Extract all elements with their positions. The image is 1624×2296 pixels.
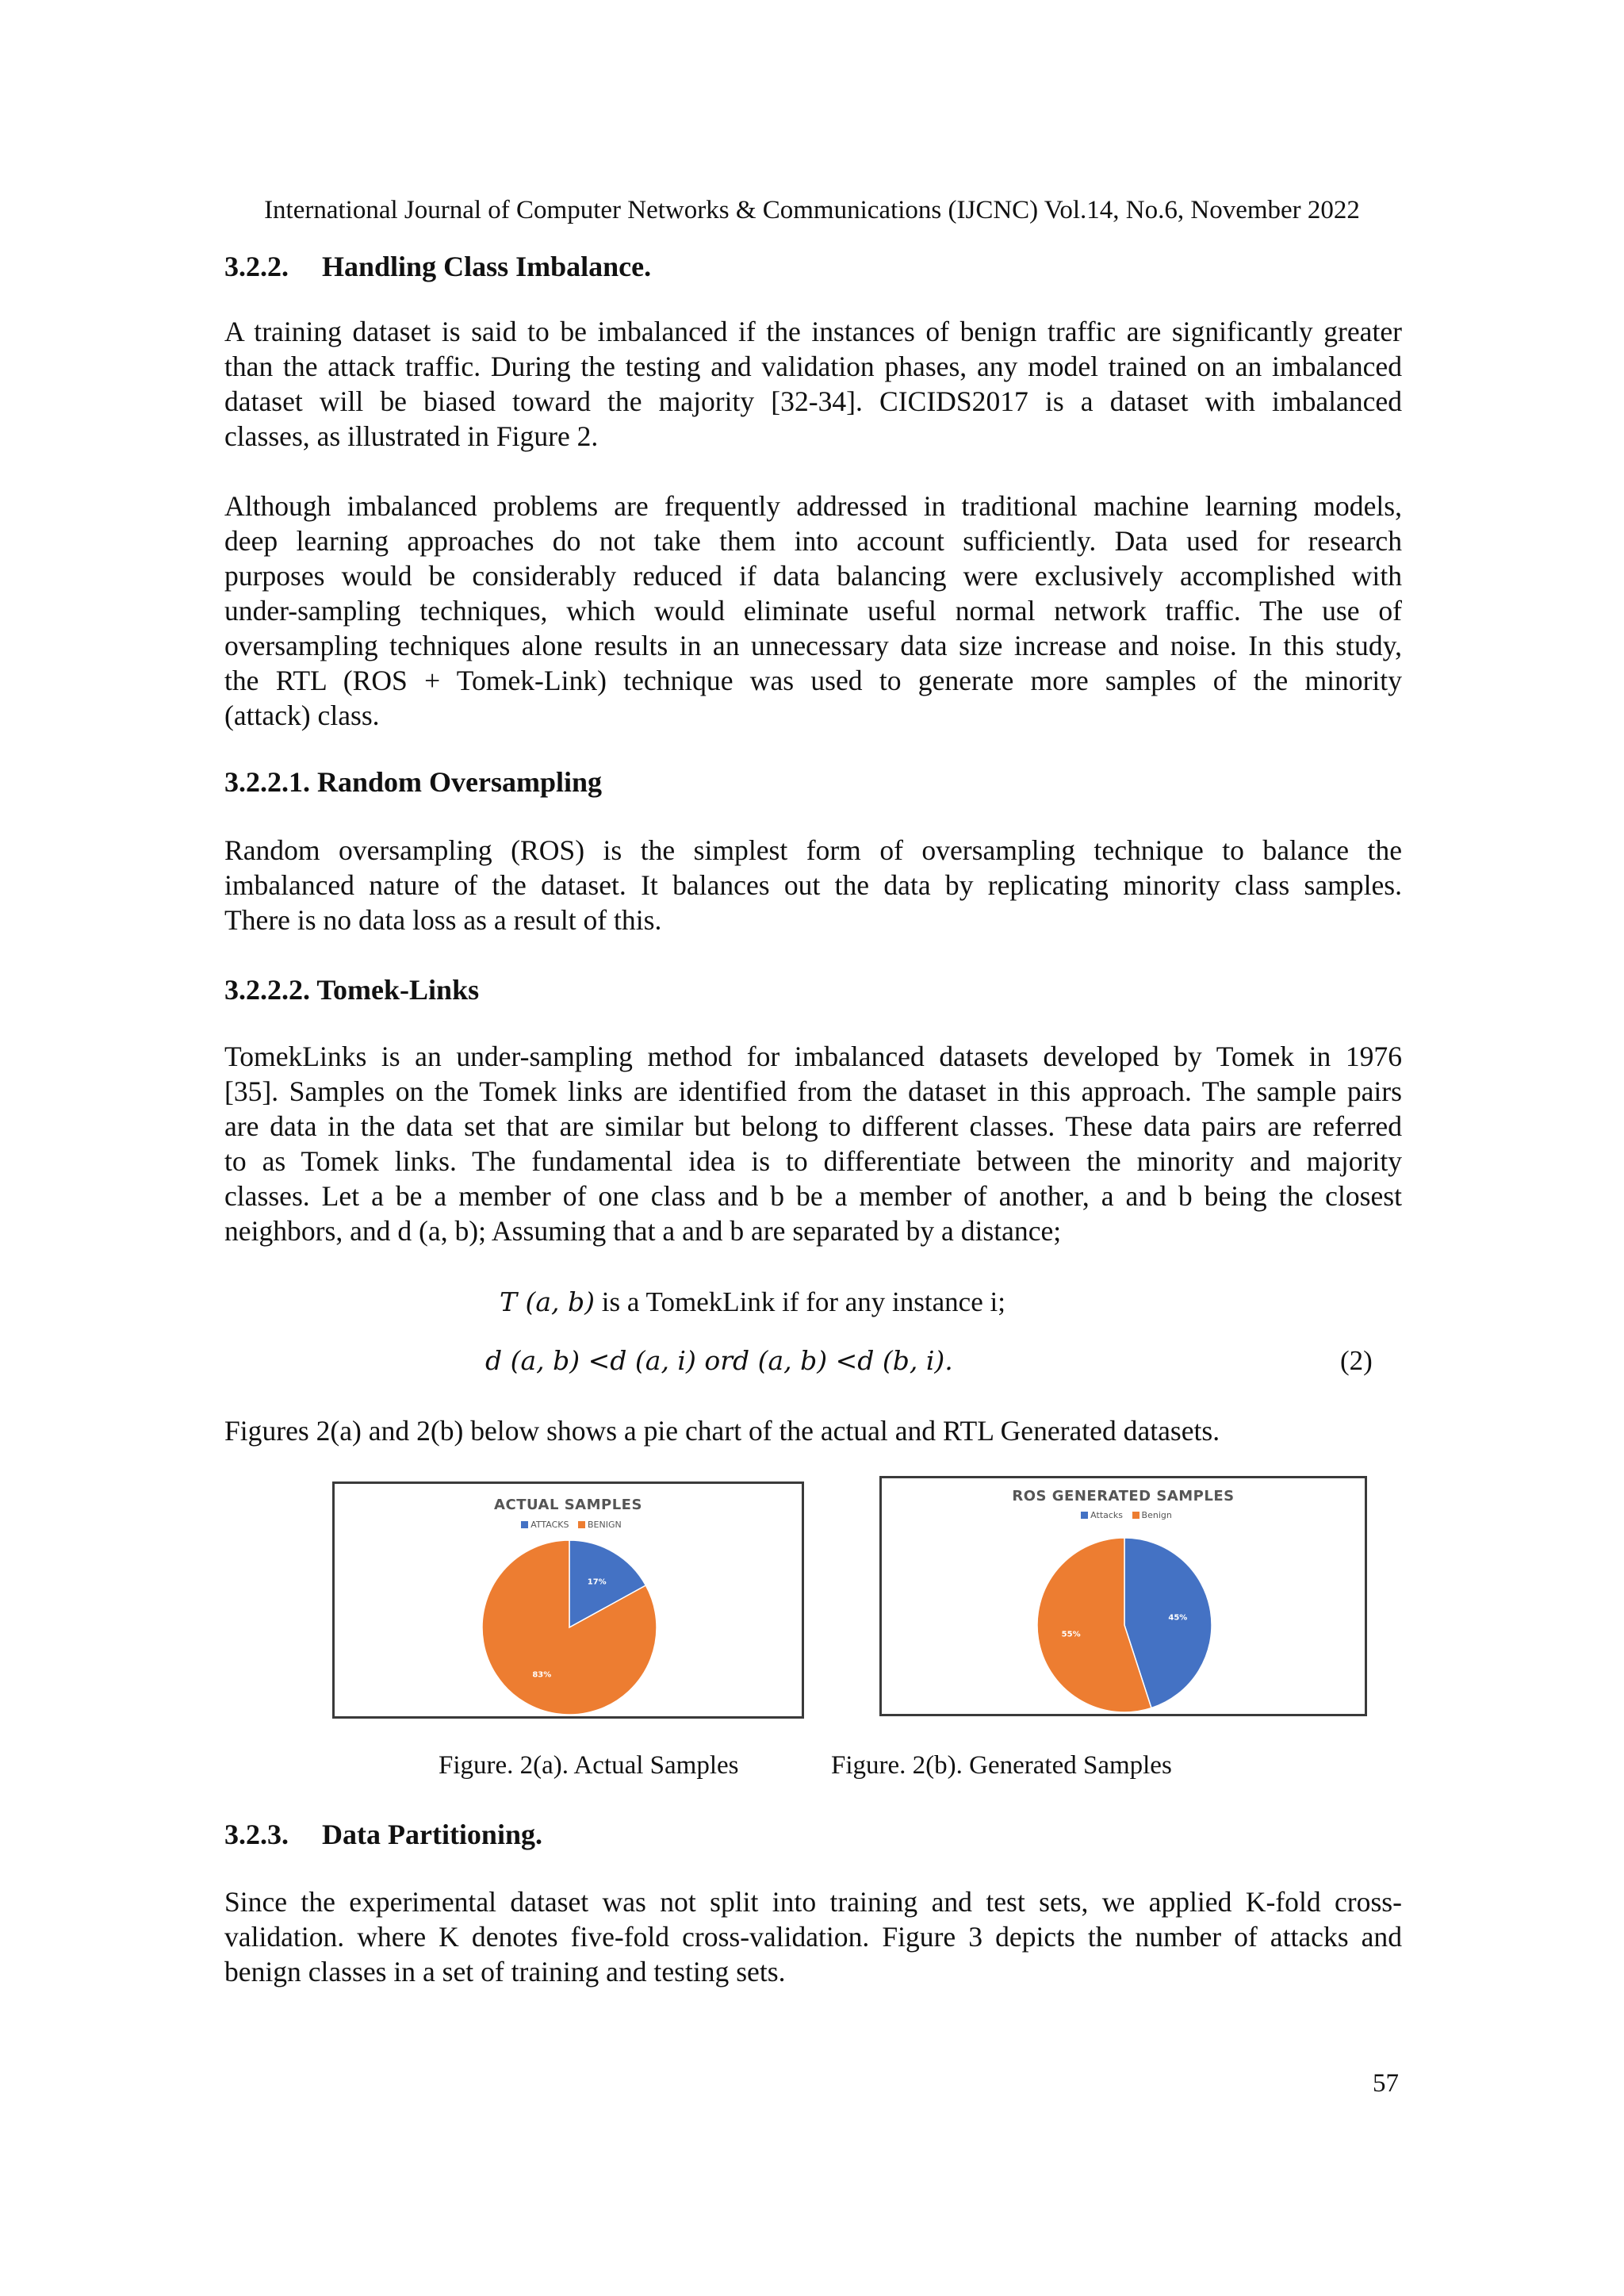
pie-chart-actual bbox=[335, 1484, 802, 1716]
text-line: deep learning approaches do not take them into account sufficiently. Data used for research bbox=[224, 525, 1402, 557]
pie-label-benign: 55% bbox=[1061, 1630, 1081, 1639]
text-line: There is no data loss as a result of this. bbox=[224, 904, 662, 936]
text-line: than the attack traffic. During the testing and validation phases, any model trained on an imbalanced bbox=[224, 351, 1402, 382]
section-heading-3-2-2-2: 3.2.2.2. Tomek-Links bbox=[224, 974, 480, 1006]
figure-2b-generated-samples bbox=[879, 1476, 1367, 1716]
section-number: 3.2.2. bbox=[224, 251, 289, 282]
caption-figure-2b: Figure. 2(b). Generated Samples bbox=[831, 1751, 1172, 1780]
text-line: purposes would be considerably reduced if data balancing were exclusively accomplished with bbox=[224, 560, 1402, 592]
text-line: the RTL (ROS + Tomek-Link) technique was used to generate more samples of the minority bbox=[224, 665, 1402, 696]
pie-label-attacks: 17% bbox=[587, 1577, 607, 1587]
text-line: to as Tomek links. The fundamental idea is to differentiate between the minority and majority bbox=[224, 1145, 1402, 1177]
paragraph-class-imbalance bbox=[224, 314, 1402, 454]
text-line: are data in the data set that are similar but belong to different classes. These data pairs are referred bbox=[224, 1110, 1402, 1142]
equation-line-1 bbox=[500, 1285, 1005, 1320]
legend-label-attacks: Attacks bbox=[1090, 1510, 1124, 1520]
text-line: validation. where K denotes five-fold cross-validation. Figure 3 depicts the number of attacks and bbox=[224, 1921, 1402, 1953]
text-line: dataset will be biased toward the majority [32-34]. CICIDS2017 is a dataset with imbalanced bbox=[224, 385, 1402, 417]
text-line: classes, as illustrated in Figure 2. bbox=[224, 420, 599, 452]
equation-math: d (a, b) <d (a, i) ord (a, b) <d (b, i). bbox=[485, 1345, 953, 1376]
chart-title: ROS GENERATED SAMPLES bbox=[1012, 1488, 1235, 1504]
chart-title: ACTUAL SAMPLES bbox=[494, 1497, 642, 1513]
text-line: Figures 2(a) and 2(b) below shows a pie chart of the actual and RTL Generated datasets. bbox=[224, 1415, 1220, 1447]
legend-label-attacks: ATTACKS bbox=[530, 1520, 569, 1530]
page-number: 57 bbox=[1373, 2069, 1399, 2098]
text-line: [35]. Samples on the Tomek links are identified from the dataset in this approach. The sample pairs bbox=[224, 1075, 1402, 1107]
paragraph-tomek-links bbox=[224, 1039, 1402, 1248]
text-line: classes. Let a be a member of one class and b be a member of another, a and b being the closest bbox=[224, 1180, 1402, 1212]
text-line: A training dataset is said to be imbalanced if the instances of benign traffic are significantly greater bbox=[224, 316, 1402, 347]
equation-number: (2) bbox=[1340, 1345, 1373, 1376]
section-title: Handling Class Imbalance. bbox=[322, 251, 652, 282]
section-heading-3-2-3 bbox=[224, 1817, 542, 1852]
text-line: under-sampling techniques, which would eliminate useful normal network traffic. The use of bbox=[224, 595, 1402, 627]
text-line: neighbors, and d (a, b); Assuming that a and b are separated by a distance; bbox=[224, 1215, 1062, 1247]
text-line: imbalanced nature of the dataset. It balances out the data by replicating minority class samples. bbox=[224, 869, 1402, 901]
legend-label-benign: BENIGN bbox=[588, 1520, 622, 1530]
text-line: TomekLinks is an under-sampling method for imbalanced datasets developed by Tomek in 1976 bbox=[224, 1041, 1402, 1072]
caption-figure-2a: Figure. 2(a). Actual Samples bbox=[439, 1751, 739, 1780]
section-title: Data Partitioning. bbox=[322, 1819, 542, 1850]
equation-text: is a TomekLink if for any instance i; bbox=[595, 1286, 1005, 1317]
running-head: International Journal of Computer Networks & Communications (IJCNC) Vol.14, No.6, November 2022 bbox=[264, 196, 1360, 224]
section-heading-3-2-2 bbox=[224, 249, 651, 284]
figure-2a-actual-samples bbox=[332, 1481, 804, 1719]
section-heading-3-2-2-1: 3.2.2.1. Random Oversampling bbox=[224, 766, 603, 798]
text-line: (attack) class. bbox=[224, 700, 380, 731]
pie-chart-generated bbox=[882, 1478, 1365, 1714]
text-line: oversampling techniques alone results in an unnecessary data size increase and noise. In this study, bbox=[224, 630, 1402, 661]
equation-line-2 bbox=[485, 1343, 953, 1378]
equation-math: T (a, b) bbox=[500, 1286, 596, 1317]
text-line: Although imbalanced problems are frequently addressed in traditional machine learning models, bbox=[224, 490, 1402, 522]
text-line: Since the experimental dataset was not split into training and test sets, we applied K-fold cross- bbox=[224, 1886, 1402, 1918]
paragraph-random-oversampling bbox=[224, 833, 1402, 937]
text-line: benign classes in a set of training and testing sets. bbox=[224, 1956, 786, 1987]
paragraph-rtl-technique bbox=[224, 489, 1402, 733]
legend-label-benign: Benign bbox=[1141, 1510, 1172, 1520]
paragraph-figures-intro bbox=[224, 1413, 1402, 1448]
pie-label-attacks: 45% bbox=[1168, 1613, 1188, 1623]
text-line: Random oversampling (ROS) is the simplest form of oversampling technique to balance the bbox=[224, 834, 1402, 866]
section-number: 3.2.3. bbox=[224, 1819, 289, 1850]
pie-label-benign: 83% bbox=[532, 1670, 552, 1680]
paragraph-data-partitioning bbox=[224, 1884, 1402, 1989]
